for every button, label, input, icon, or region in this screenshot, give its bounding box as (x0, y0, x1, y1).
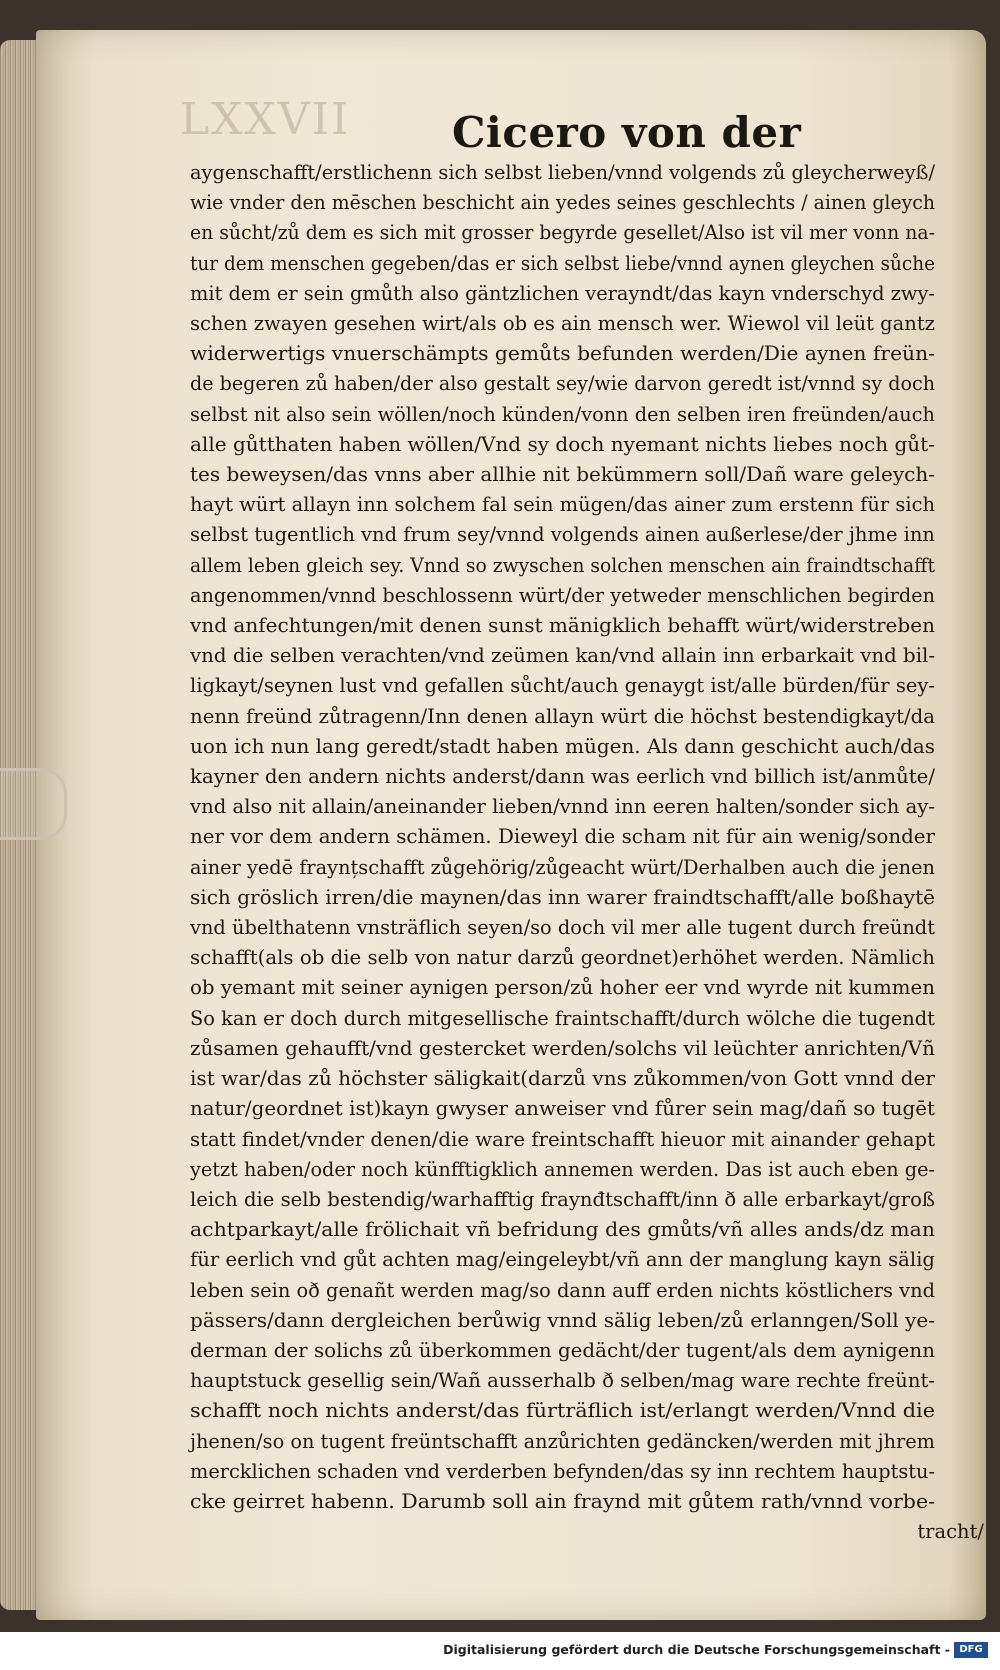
text-line: jhenen/so on tugent freüntschafft anzůrichten gedäncken/werden mit jhrem (190, 1429, 935, 1453)
dfg-logo: DFG (954, 1642, 988, 1658)
text-line: de begeren zů haben/der also gestalt sey/wie darvon geredt ist/vnnd sy doch (190, 372, 936, 396)
footer-bar (0, 1632, 1000, 1670)
text-line: en sůcht/zů dem es sich mit grosser begyrde gesellet/Also ist vil mer vonn na- (190, 221, 936, 245)
text-line: schafft(als ob die selb von natur darzů geordnet)erhöhet werden. Nämlich (190, 946, 936, 970)
text-line: pässers/dann dergleichen berůwig vnnd sälig leben/zů erlanngen/Soll ye- (190, 1308, 935, 1332)
text-line: alle gůtthaten haben wöllen/Vnd sy doch nyemant nichts liebes noch gůt- (190, 432, 935, 456)
text-line: hayt würt allayn inn solchem fal sein mügen/das ainer zum erstenn für sich (190, 493, 936, 517)
text-line: mercklichen schaden vnd verderben befynden/das sy inn rechtem hauptstu- (190, 1459, 936, 1483)
text-line: yetzt haben/oder noch künfftigklich annemen werden. Das ist auch eben ge- (190, 1157, 936, 1181)
text-line: cke geirret habenn. Darumb soll ain fraynd mit gůtem rath/vnnd vorbe- (190, 1489, 936, 1513)
text-line: zůsamen gehaufft/vnd gestercket werden/solchs vil leüchter anrichten/Vñ (190, 1036, 935, 1060)
text-line: mit dem er sein gmůth also gäntzlichen verayndt/das kayn vnderschyd zwy- (190, 281, 935, 305)
body-text (190, 158, 994, 1547)
text-line: ainer yedē fraynțschafft zůgehörig/zůgeacht würt/Derhalben auch die jenen (190, 855, 936, 879)
folio-number: LXXVII (180, 94, 351, 145)
text-line: tes beweysen/das vnns aber allhie nit bekümmern soll/Dañ ware geleych- (190, 463, 935, 487)
text-line: schen zwayen gesehen wirt/als ob es ain mensch wer. Wiewol vil leüt gantz (190, 312, 935, 336)
text-line: uon ich nun lang geredt/stadt haben mügen. Als dann geschicht auch/das (190, 734, 936, 758)
text-line: hauptstuck gesellig sein/Wañ ausserhalb ð selben/mag ware rechte freünt- (190, 1369, 936, 1393)
running-head: Cicero von der (452, 108, 802, 157)
text-line: wie vnder den mēschen beschicht ain yedes seines geschlechts / ainen gleych (190, 191, 936, 215)
text-line: nenn freünd zůtragenn/Inn denen allayn würt die höchst bestendigkayt/da (190, 704, 936, 728)
text-line: für eerlich vnd gůt achten mag/eingeleybt/vñ ann der manglung kayn sälig (190, 1248, 935, 1272)
text-line: selbst tugentlich vnd frum sey/vnnd volgends ainen außerlese/der jhme inn (190, 523, 935, 547)
text-line: ligkayt/seynen lust vnd gefallen sůcht/auch genaygt ist/alle bürden/für sey- (190, 674, 936, 698)
text-line: So kan er doch durch mitgesellische fraintschafft/durch wölche die tugendt (190, 1006, 935, 1030)
text-line: statt findet/vnder denen/die ware freintschafft hieuor mit ainander gehapt (190, 1127, 936, 1151)
text-line: schafft noch nichts anderst/das fürträflich ist/erlangt werden/Vnnd die (190, 1399, 935, 1423)
bookmark-ribbon (0, 768, 67, 840)
text-line: sich gröslich irren/die maynen/das inn warer fraindtschafft/alle boßhaytē (190, 885, 936, 909)
text-line: kayner den andern nichts anderst/dann was eerlich vnd billich ist/anmůte/ (190, 765, 935, 789)
text-line: widerwertigs vnuerschämpts gemůts befunden werden/Die aynen freün- (190, 342, 935, 366)
text-line: selbst nit also sein wöllen/noch künden/vonn den selben iren freünden/auch (190, 402, 935, 426)
text-line: ob yemant mit seiner aynigen person/zů hoher eer vnd wyrde nit kummen (190, 976, 936, 1000)
text-line: allem leben gleich sey. Vnnd so zwyschen solchen menschen ain fraindtschafft (190, 553, 935, 577)
text-line: angenommen/vnnd beschlossenn würt/der yetweder menschlichen begirden (190, 583, 936, 607)
text-line: vnd die selben verachten/vnd zeümen kan/vnd allain inn erbarkait vnd bil- (190, 644, 936, 668)
text-line: natur/geordnet ist)kayn gwyser anweiser vnd fůrer sein mag/dañ so tugēt (190, 1097, 935, 1121)
text-line: achtparkayt/alle frölichait vñ befridung des gmůts/vñ alles ands/dz man (190, 1218, 935, 1242)
text-line: vnd anfechtungen/mit denen sunst mänigklich behafft würt/widerstreben (190, 614, 935, 638)
catchword: tracht/ (917, 1520, 984, 1544)
text-line: vnd also nit allain/aneinander lieben/vnnd inn eeren halten/sonder sich ay- (190, 795, 935, 819)
text-line: derman der solichs zů überkommen gedächt/der tugent/als dem aynigenn (190, 1338, 935, 1362)
text-line: vnd übelthatenn vnsträflich seyen/so doch vil mer alle tugent durch freündt (190, 916, 936, 940)
text-line: ist war/das zů höchster säligkait(darzů vns zůkommen/von Gott vnnd der (190, 1067, 936, 1091)
text-line: leich die selb bestendig/warhafftig fraynđtschafft/inn ð alle erbarkayt/groß (190, 1187, 935, 1211)
text-line: tur dem menschen gegeben/das er sich selbst liebe/vnnd aynen gleychen sůche (190, 251, 936, 275)
text-line: ner vor dem andern schämen. Dieweyl die scham nit für ain wenig/sonder (190, 825, 935, 849)
footer-credit: Digitalisierung gefördert durch die Deutsche Forschungsgemeinschaft - (443, 1642, 950, 1657)
text-line: aygenschafft/erstlichenn sich selbst lieben/vnnd volgends zů gleycherweyß/ (190, 161, 935, 184)
text-line: leben sein oð genañt werden mag/so dann auff erden nichts köstlichers vnd (190, 1278, 936, 1302)
